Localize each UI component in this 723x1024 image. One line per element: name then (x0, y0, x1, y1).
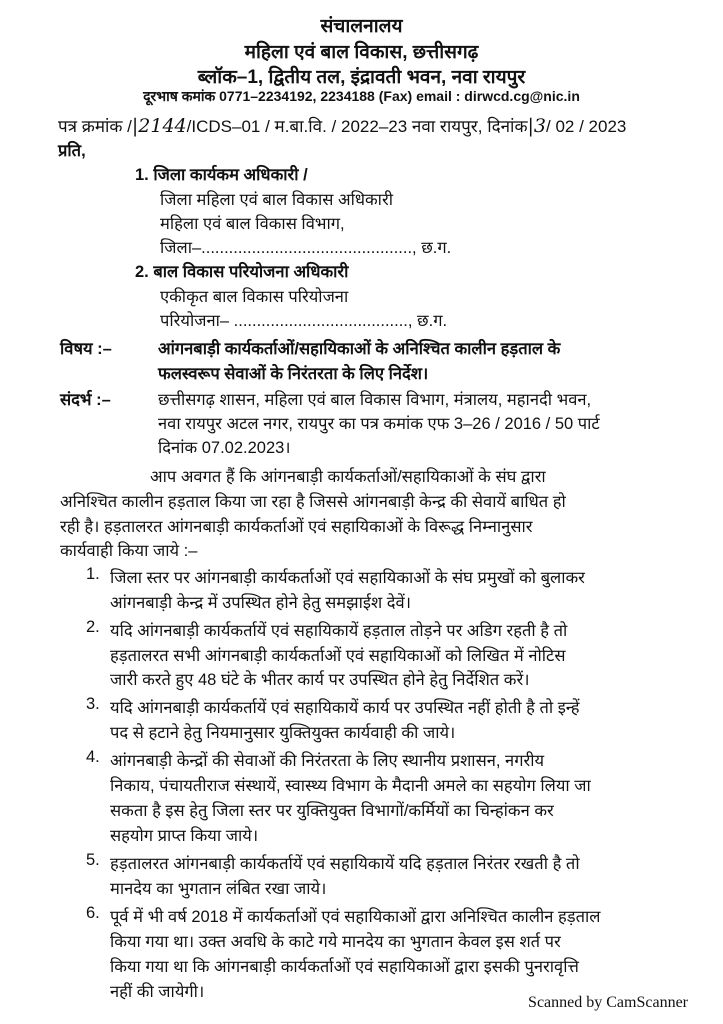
point-number: 5. (86, 851, 100, 869)
letterhead-office: संचालनालय (320, 16, 403, 37)
handwritten-letter-number: |2144 (131, 115, 187, 137)
point-line: नहीं की जायेगी। (110, 983, 205, 1001)
recipient-1-title: 1. जिला कार्यकम अधिकारी / (135, 166, 308, 184)
point-line: हड़तालरत आंगनबाड़ी कार्यकर्तायें एवं सहायिकायें यदि हड़ताल निरंतर रखती है तो (110, 855, 580, 873)
point-number: 2. (86, 618, 100, 636)
reference-line (58, 114, 626, 137)
point-line: हड़तालरत सभी आंगनबाड़ी कार्यकर्ताओं एवं सहायिकाओं को लिखित में नोटिस (110, 647, 566, 665)
context-label: संदर्भ :– (60, 391, 111, 409)
context-line: छत्तीसगढ़ शासन, महिला एवं बाल विकास विभाग, मंत्रालय, महानदी भवन, (158, 391, 592, 409)
point-line: सहयोग प्राप्त किया जाये। (110, 827, 259, 845)
point-line: पद से हटाने हेतु नियमानुसार युक्तियुक्त कार्यवाही की जाये। (110, 724, 456, 742)
letterhead-department: महिला एवं बाल विकास, छत्तीसगढ़ (244, 42, 479, 63)
subject-label: विषय :– (60, 340, 112, 358)
point-line: किया गया था कि आंगनबाड़ी कार्यकर्ताओं एवं सहायिकाओं द्वारा इसकी पुनरावृत्ति (110, 958, 579, 976)
point-line: जारी करते हुए 48 घंटे के भीतर कार्य पर उपस्थित होने हेतु निर्देशित करें। (110, 671, 530, 689)
subject-line (158, 336, 678, 359)
point-line: पूर्व में भी वर्ष 2018 में कार्यकर्ताओं एवं सहायिकाओं द्वारा अनिश्चित कालीन हड़ताल (110, 908, 601, 926)
intro-line: रही है। हड़तालरत आंगनबाड़ी कार्यकर्ताओं एवं सहायिकाओं के विरूद्ध निम्नानुसार (60, 518, 533, 536)
context-line: नवा रायपुर अटल नगर, रायपुर का पत्र कमांक एफ 3–26 / 2016 / 50 पार्ट (158, 415, 600, 433)
reference-middle: /ICDS–01 / म.बा.वि. / 2022–23 नवा रायपुर, दिनांक (186, 117, 528, 136)
recipient-2-line: एकीकृत बाल विकास परियोजना (160, 288, 349, 306)
point-line: जिला स्तर पर आंगनबाड़ी कार्यकर्ताओं एवं सहायिकाओं के संघ प्रमुखों को बुलाकर (110, 569, 585, 587)
reference-prefix: पत्र क्रमांक / (58, 117, 132, 136)
point-number: 3. (86, 695, 100, 713)
intro-line: अनिश्चित कालीन हड़ताल किया जा रहा है जिससे आंगनबाड़ी केन्द्र की सेवायें बाधित हो (60, 493, 566, 511)
point-number: 1. (86, 565, 100, 583)
intro-line: आप अवगत हैं कि आंगनबाड़ी कार्यकर्ताओं/सहायिकाओं के संघ द्वारा (150, 468, 546, 486)
recipient-2-line: परियोजना– ......................................, छ.ग. (160, 312, 448, 330)
recipient-1-line: जिला महिला एवं बाल विकास अधिकारी (160, 191, 393, 209)
recipient-1-line: महिला एवं बाल विकास विभाग, (160, 215, 345, 233)
point-number: 4. (86, 748, 100, 766)
to-label: प्रति, (58, 142, 86, 160)
recipient-1-line: जिला–.............................................., छ.ग. (160, 239, 452, 257)
point-line: आंगनबाड़ी केन्द्रों की सेवाओं की निरंतरता के लिए स्थानीय प्रशासन, नगरीय (110, 752, 545, 770)
reference-suffix: / 02 / 2023 (546, 117, 627, 136)
handwritten-date-day: |3 (527, 115, 547, 137)
recipient-2-title: 2. बाल विकास परियोजना अधिकारी (135, 263, 349, 281)
letterhead-address: ब्लॉक–1, द्वितीय तल, इंद्रावती भवन, नवा रायपुर (197, 67, 526, 88)
context-line: दिनांक 07.02.2023। (158, 439, 291, 457)
point-line: मानदेय का भुगतान लंबित रखा जाये। (110, 880, 327, 898)
intro-line: कार्यवाही किया जाये :– (60, 542, 198, 560)
point-line: निकाय, पंचायतीराज संस्थायें, स्वास्थ्य विभाग के मैदानी अमले का सहयोग लिया जा (110, 777, 591, 795)
point-line: आंगनबाड़ी केन्द्र में उपस्थित होने हेतु समझाईश देवें। (110, 594, 411, 612)
letterhead-contact: दूरभाष कमांक 0771–2234192, 2234188 (Fax) email : dirwcd.cg@nic.in (143, 88, 580, 104)
point-line: सकता है इस हेतु जिला स्तर पर युक्तियुक्त विभागों/कर्मियों का चिन्हांकन कर (110, 802, 554, 820)
point-line: किया गया था। उक्त अवधि के काटे गये मानदेय का भुगतान केवल इस शर्त पर (110, 933, 561, 951)
camscanner-watermark: Scanned by CamScanner (528, 994, 688, 1011)
point-number: 6. (86, 904, 100, 922)
subject-text: आंगनबाड़ी कार्यकर्ताओं/सहायिकाओं के अनिश्चित कालीन हड़ताल के (158, 340, 561, 358)
subject-line: फलस्वरूप सेवाओं के निरंतरता के लिए निर्देश। (158, 365, 429, 383)
point-line: यदि आंगनबाड़ी कार्यकर्तायें एवं सहायिकायें हड़ताल तोड़ने पर अडिग रहती है तो (110, 622, 568, 640)
point-line: यदि आंगनबाड़ी कार्यकर्तायें एवं सहायिकायें कार्य पर उपस्थित नहीं होती है तो इन्हें (110, 699, 580, 717)
